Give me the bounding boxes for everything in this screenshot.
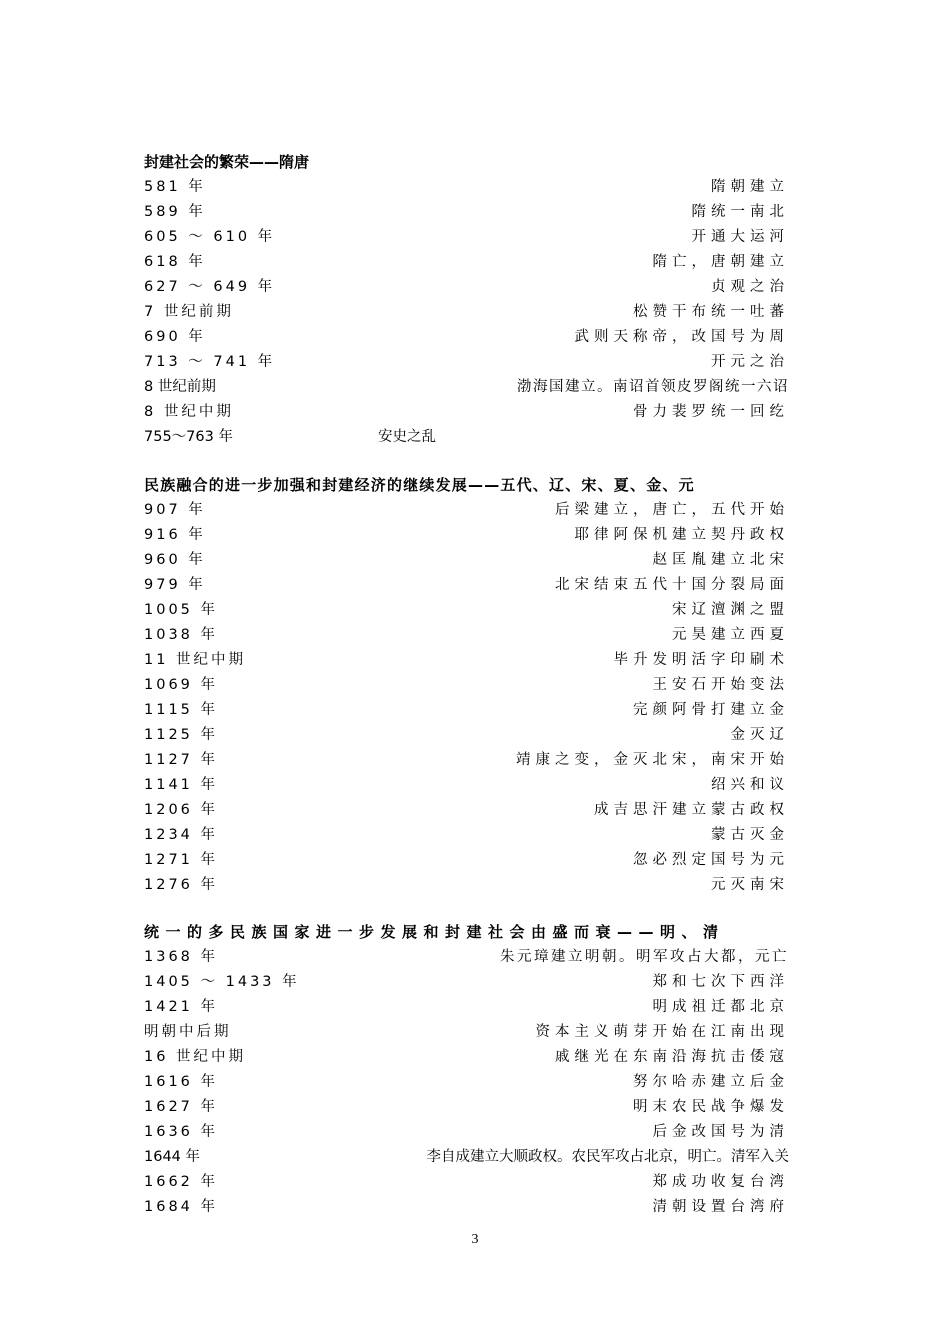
- row-event: 朱元璋建立明朝。明军攻占大都，元亡: [500, 949, 789, 965]
- row-time: 1627 年: [144, 1099, 219, 1115]
- row-event: 开元之治: [711, 354, 789, 370]
- row-time: 1038 年: [144, 627, 219, 643]
- row-event: 隋统一南北: [691, 204, 789, 220]
- section-ming-qing: [144, 920, 789, 1220]
- timeline-row: [144, 673, 789, 698]
- timeline-row: [144, 400, 789, 425]
- row-time: 1005 年: [144, 602, 219, 618]
- row-event: 明末农民战争爆发: [633, 1099, 789, 1115]
- row-event: 武则天称帝，改国号为周: [574, 329, 789, 345]
- row-event: 李自成建立大顺政权。农民军攻占北京，明亡。清军入关: [426, 1149, 789, 1165]
- section-sui-tang: [144, 150, 789, 450]
- row-time: 755～763 年: [144, 429, 233, 445]
- timeline-row: [144, 873, 789, 898]
- row-time: 690 年: [144, 329, 206, 345]
- row-time: 916 年: [144, 527, 206, 543]
- row-time: 1644 年: [144, 1149, 201, 1165]
- row-time: 8 世纪中期: [144, 404, 234, 420]
- row-event: 王安石开始变法: [652, 677, 789, 693]
- row-event: 资本主义萌芽开始在江南出现: [535, 1024, 789, 1040]
- row-time: 明朝中后期: [144, 1024, 232, 1040]
- row-event: 骨力裴罗统一回纥: [633, 404, 789, 420]
- row-time: 713 ～ 741 年: [144, 354, 276, 370]
- row-time: 1127 年: [144, 752, 219, 768]
- row-event: 明成祖迁都北京: [652, 999, 789, 1015]
- row-event: 元昊建立西夏: [672, 627, 789, 643]
- row-time: 618 年: [144, 254, 206, 270]
- row-time: 1662 年: [144, 1174, 219, 1190]
- section-title: 统一的多民族国家进一步发展和封建社会由盛而衰——明、清: [144, 923, 725, 941]
- timeline-row: [144, 425, 789, 450]
- row-event: 宋辽澶渊之盟: [672, 602, 789, 618]
- timeline-row: [144, 548, 789, 573]
- timeline-row: [144, 375, 789, 400]
- row-time: 1141 年: [144, 777, 219, 793]
- row-event: 北宋结束五代十国分裂局面: [555, 577, 789, 593]
- row-time: 8 世纪前期: [144, 379, 216, 395]
- row-event: 元灭南宋: [711, 877, 789, 893]
- row-event: 清朝设置台湾府: [652, 1199, 789, 1215]
- timeline-row: [144, 300, 789, 325]
- timeline-row: [144, 823, 789, 848]
- row-event: 戚继光在东南沿海抗击倭寇: [555, 1049, 789, 1065]
- page-number: 3: [471, 1232, 479, 1247]
- row-time: 1271 年: [144, 852, 219, 868]
- row-time: 1125 年: [144, 727, 219, 743]
- row-event: 隋朝建立: [711, 179, 789, 195]
- timeline-row: [144, 225, 789, 250]
- row-time: 581 年: [144, 179, 206, 195]
- timeline-row: [144, 1120, 789, 1145]
- row-event: 耶律阿保机建立契丹政权: [574, 527, 789, 543]
- timeline-row: [144, 1170, 789, 1195]
- timeline-row: [144, 1020, 789, 1045]
- row-event: 后梁建立，唐亡，五代开始: [555, 502, 789, 518]
- row-time: 1684 年: [144, 1199, 219, 1215]
- row-event: 努尔哈赤建立后金: [633, 1074, 789, 1090]
- row-event: 蒙古灭金: [711, 827, 789, 843]
- row-time: 1421 年: [144, 999, 219, 1015]
- row-event: 后金改国号为清: [652, 1124, 789, 1140]
- timeline-row: [144, 723, 789, 748]
- row-time: 979 年: [144, 577, 206, 593]
- row-time: 605 ～ 610 年: [144, 229, 276, 245]
- timeline-row: [144, 1045, 789, 1070]
- timeline-row: [144, 200, 789, 225]
- timeline-row: [144, 498, 789, 523]
- section-title: 封建社会的繁荣——隋唐: [144, 153, 310, 171]
- row-time: 1206 年: [144, 802, 219, 818]
- row-time: 1115 年: [144, 702, 219, 718]
- timeline-row: [144, 523, 789, 548]
- timeline-row: [144, 250, 789, 275]
- row-event: 贞观之治: [711, 279, 789, 295]
- timeline-row: [144, 970, 789, 995]
- timeline-row: [144, 995, 789, 1020]
- row-event: 郑和七次下西洋: [652, 974, 789, 990]
- timeline-row: [144, 175, 789, 200]
- row-event: 金灭辽: [730, 727, 789, 743]
- row-event: 松赞干布统一吐蕃: [633, 304, 789, 320]
- row-event: 绍兴和议: [711, 777, 789, 793]
- row-event: 安史之乱: [377, 429, 436, 445]
- row-time: 1069 年: [144, 677, 219, 693]
- timeline-row: [144, 748, 789, 773]
- timeline-row: [144, 573, 789, 598]
- timeline-row: [144, 798, 789, 823]
- row-event: 成吉思汗建立蒙古政权: [594, 802, 789, 818]
- timeline-row: [144, 648, 789, 673]
- timeline-row: [144, 1195, 789, 1220]
- timeline-row: [144, 325, 789, 350]
- row-time: 960 年: [144, 552, 206, 568]
- row-time: 1616 年: [144, 1074, 219, 1090]
- timeline-row: [144, 1145, 789, 1170]
- row-event: 忽必烈定国号为元: [633, 852, 789, 868]
- row-event: 隋亡，唐朝建立: [652, 254, 789, 270]
- section-song-yuan: [144, 473, 789, 898]
- row-time: 1234 年: [144, 827, 219, 843]
- row-time: 16 世纪中期: [144, 1049, 247, 1065]
- row-event: 开通大运河: [691, 229, 789, 245]
- timeline-row: [144, 848, 789, 873]
- row-event: 渤海国建立。南诏首领皮罗阁统一六诏: [517, 379, 789, 395]
- timeline-row: [144, 698, 789, 723]
- row-time: 907 年: [144, 502, 206, 518]
- timeline-row: [144, 350, 789, 375]
- row-event: 郑成功收复台湾: [652, 1174, 789, 1190]
- row-time: 589 年: [144, 204, 206, 220]
- row-event: 靖康之变，金灭北宋，南宋开始: [516, 752, 789, 768]
- row-time: 627 ～ 649 年: [144, 279, 276, 295]
- row-time: 1276 年: [144, 877, 219, 893]
- row-event: 赵匡胤建立北宋: [652, 552, 789, 568]
- timeline-row: [144, 1070, 789, 1095]
- row-time: 1636 年: [144, 1124, 219, 1140]
- row-time: 11 世纪中期: [144, 652, 247, 668]
- row-time: 1368 年: [144, 949, 219, 965]
- timeline-row: [144, 1095, 789, 1120]
- section-title: 民族融合的进一步加强和封建经济的继续发展——五代、辽、宋、夏、金、元: [144, 476, 695, 494]
- row-event: 完颜阿骨打建立金: [633, 702, 789, 718]
- timeline-row: [144, 773, 789, 798]
- timeline-row: [144, 598, 789, 623]
- timeline-row: [144, 623, 789, 648]
- row-time: 7 世纪前期: [144, 304, 234, 320]
- timeline-row: [144, 945, 789, 970]
- row-event: 毕升发明活字印刷术: [613, 652, 789, 668]
- row-time: 1405 ～ 1433 年: [144, 974, 300, 990]
- timeline-row: [144, 275, 789, 300]
